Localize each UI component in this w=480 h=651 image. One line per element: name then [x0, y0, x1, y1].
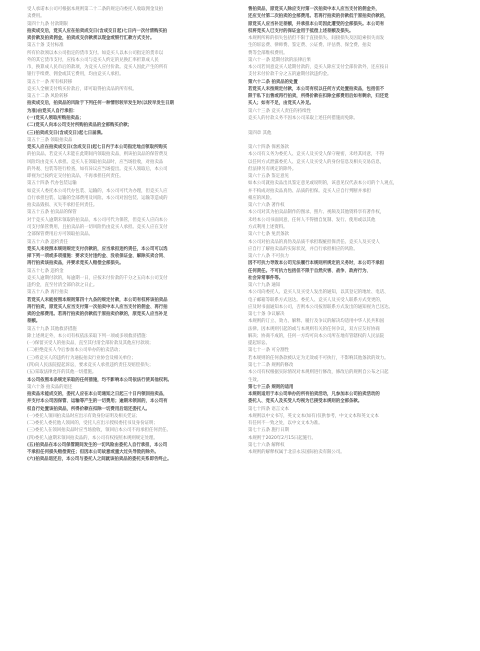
- text-line: [248, 137, 452, 144]
- text-line: 第七十六条 解释权: [248, 442, 285, 448]
- text-line: 本公司若同意竞买人延期付款的，竞买人除应支付全部价款外，还应按日: [248, 65, 389, 71]
- text-line: 费等全部维权费用。: [248, 50, 288, 56]
- text-line: 若竞买人未能按照本规则第四十九条的规定付款，本公司有权将该拍卖品: [27, 297, 168, 303]
- text-line: 司支付保管费用，且拍卖品的一切风险仍由竞买人承担。竞买人应在支付: [27, 224, 168, 230]
- text-line: 再行拍卖，原竞买人应当支付第一次拍卖中本人应当支付的佣金、再行拍: [27, 304, 168, 310]
- text-line: 未经本公司书面同意，任何人不得擅自复制、发行、使用或以其他: [248, 217, 376, 223]
- text-line: 受人承诺本公司可根据本规则第二十二条的规定向委托人收取佣金及拍: [27, 7, 164, 12]
- text-line: 方式利用上述资料。: [248, 224, 288, 230]
- text-line: 第五十八条 再行拍卖: [27, 290, 68, 296]
- text-line: 如竞买人委托本公司代办包装、运输的，本公司可代为办理，但竞买人应: [27, 188, 168, 194]
- text-line: 第七十一条 可分割性: [248, 348, 289, 354]
- text-line: 第五十七条 违约金: [27, 268, 64, 274]
- text-line: 外的其它货币支付，应按本公司与竞买人约定的兑换汇率折算成人民: [27, 57, 159, 63]
- text-line: (三)拍卖成交日(含成交日)起七日届满。: [27, 130, 106, 136]
- text-line: (六)拍卖品退还后，本公司与委托人之间就该拍卖品的委托关系即告终止。: [27, 457, 172, 463]
- text-line: 本公司依照本条规定采取的任何措施，均不影响本公司依法行使其他权利。: [27, 377, 172, 383]
- text-line: (二)拒绝竞买人今后参加本公司举办的拍卖活动；: [27, 348, 123, 354]
- text-line: 再行拍卖该拍卖品，并要求竞买人赔偿全部损失。: [27, 261, 124, 267]
- text-line: 第五十四条 代办包装运输: [27, 181, 77, 187]
- text-line: 买人；如有不足，由竞买人补足。: [248, 101, 314, 107]
- text-line: 第四十九条 付款期限: [27, 21, 68, 27]
- text-line: 本规则所称的损失包括但不限于直接损失、间接损失及因追索损失而发: [248, 36, 385, 42]
- text-line: 竞买人逾期付款的，每逾期一日，应按未付价款的千分之五向本公司支付: [27, 275, 168, 281]
- text-line: 提起诉讼。: [248, 341, 270, 347]
- text-line: 应及时书面通知本公司，否则本公司按原联系方式发出的通知视为已送达。: [248, 304, 393, 310]
- text-line: 所有价款须以本公司指定的货币支付。如竞买人以本公司指定的货币以: [27, 50, 164, 56]
- text-line: 第七十二条 规则的修改: [248, 363, 294, 369]
- text-line: 第七十五条 施行日期: [248, 428, 289, 434]
- text-line: 第六十二条 拍卖品的处置: [248, 79, 298, 85]
- text-line: 第五十二条 风险转移: [27, 94, 68, 100]
- text-line: 第六十六条 著作权: [248, 203, 285, 209]
- text-line: (三)将竞买人的违约行为通报拍卖行业协会及相关单位；: [27, 355, 136, 361]
- text-line: 违约金，直至付清全部价款之日止。: [27, 283, 98, 289]
- text-line: 第六十九条 通知: [248, 283, 281, 289]
- text-line: 风险均由竞买人承担。竞买人在领取拍卖品时，应当场验收，对拍卖品: [27, 159, 164, 165]
- text-line: 第七十三条 规则的适用: [248, 384, 294, 390]
- text-line: 自行承担包装、运输的全部费用及风险。本公司对因包装、运输等造成的: [27, 195, 168, 201]
- text-line: 如本公司就拍卖品出具鉴定意见或说明的，该意见仅代表本公司的个人观点，: [248, 181, 398, 187]
- text-line: 第六十五条 鉴定意见: [248, 174, 289, 180]
- text-line: 币，换算成人民币后的款项，为竞买人应付价款。竞买人因此产生的所有: [27, 65, 168, 71]
- text-line: 拍卖成交后，拍卖品的风险于下列任何一种情形较早发生时(以较早发生日期: [27, 101, 174, 107]
- text-line: 第五十五条 拍卖品的保管: [27, 210, 77, 216]
- text-line: (一)委托人领回拍卖品时应出示有效身份证明及相关凭证；: [27, 413, 141, 419]
- text-line: 因不可抗力导致本公司无法履行本规则所规定的义务时，本公司不承担: [248, 261, 385, 267]
- text-line: 本规则适用于本公司举办的所有拍卖活动，凡参加本公司拍卖活动的: [248, 392, 380, 398]
- text-line: 应自行了解拍卖品的实际状况，并自行承担相应的风险。: [248, 246, 358, 252]
- text-line: 社会异常事件等。: [248, 275, 284, 281]
- text-line: 第六十七条 免责条款: [248, 232, 289, 238]
- text-line: 还应支付第二次拍卖的全部费用。若再行拍卖的价款低于原拍卖价款的，: [248, 14, 389, 20]
- text-line: 的拍卖品。若竞买人未能在此期间内领取拍卖品，则该拍卖品的保管费及: [27, 152, 168, 158]
- text-line: 电子邮箱等联系方式送达。委托人、竞买人及买受人联系方式变更的，: [248, 297, 385, 303]
- text-line: 第五十九条 其他救济措施: [27, 326, 77, 332]
- text-line: 本规则的解释权属于北京永乐国际拍卖有限公司。: [248, 450, 345, 456]
- text-line: 任何责任。不可抗力包括但不限于自然灾害、战争、政府行为、: [248, 268, 371, 274]
- text-line: 本公司向委托人、竞买人及买受人发出的通知，以其登记的地址、电话、: [248, 290, 389, 296]
- text-line: 相应的风险。: [248, 195, 275, 201]
- text-line: 第六十一条 延期付款的法律后果: [248, 57, 311, 63]
- text-line: 本规则于2020年2月15日起施行。: [248, 435, 316, 441]
- text-line: 并支付本公司因保管、运输等产生的一切费用；逾期未领回的，本公司有: [27, 399, 168, 405]
- text-line: 生效。: [248, 377, 262, 383]
- text-line: 卖的全部费用。若再行拍卖的价款低于原拍卖价款的，原竞买人应当补足: [27, 312, 168, 318]
- text-line: (五)拍卖品在本公司保管期间发生的一切风险由委托人自行承担，本公司: [27, 442, 168, 448]
- text-line: 竞买人未按照本规则规定支付价款的，应当承担违约责任，本公司可以选: [27, 246, 168, 252]
- text-line: 的外观、包装等进行检查，如有异议应当场提出。竞买人领取后，本公司: [27, 166, 168, 172]
- text-line: 第五十条 支付标准: [27, 43, 64, 49]
- text-line: 竞买人应在拍卖成交日(含成交日)起七日内于本公司指定地点领取所购买: [27, 145, 168, 151]
- text-line: 择下列一项或多项措施：要求支付违约金、没收保证金、解除买卖合同、: [27, 254, 168, 260]
- text-line: (一)竞买人领取所购拍卖品；: [27, 115, 84, 121]
- text-line: 若竞买人未按规定付款，本公司有权以任何方式处置拍卖品，包括但不: [248, 86, 385, 92]
- text-line: 法律。因本规则引起的或与本规则有关的任何争议，双方应友好协商: [248, 326, 380, 332]
- text-line: [248, 122, 452, 129]
- text-line: 原竞买人应当补足差额，并承担本公司因此遭受的全部损失。本公司有: [248, 21, 385, 27]
- text-line: 但法律另有规定的除外。: [248, 166, 297, 172]
- text-line: 权将竞买人已支付的保证金用于抵偿上述差额及损失。: [248, 28, 354, 34]
- text-line: 第四章 其他: [248, 130, 272, 136]
- text-line: 本公司对其为拍卖品制作的图录、照片、视频及其他资料享有著作权，: [248, 210, 385, 216]
- text-line: 第六十三条 竞买人责任的持续性: [248, 108, 311, 114]
- text-line: 第五十三条 领取拍卖品: [27, 137, 73, 143]
- text-line: 支付未付价款千分之五的逾期付款违约金。: [248, 72, 332, 78]
- text-line: 售拍卖品，原竞买人除应支付第一次拍卖中本人应当支付的佣金外，: [248, 7, 380, 12]
- text-line: (一)保留买受人的拍卖品，直至其付清全部价款及其他应付款项；: [27, 341, 154, 347]
- text-line: 限于私下出售或再行拍卖，所得价款在扣除全部费用后如有剩余，归还竞: [248, 94, 389, 100]
- text-line: 权自行处置该拍卖品，所得价款在扣除一切费用后退还委托人。: [27, 406, 150, 412]
- text-line: (三)委托人在领回拍卖品时应当场验收，领回后本公司不再承担任何责任。: [27, 428, 171, 434]
- text-line: 有任何不一致之处，以中文文本为准。: [248, 421, 323, 427]
- text-line: 竞买人的付款义务不因本公司采取上述任何措施而免除。: [248, 115, 358, 121]
- text-line: 即视为已按约定交付拍卖品，不再承担任何责任。: [27, 174, 124, 180]
- left-text-column: [27, 6, 227, 464]
- text-line: 第六十四条 保密条款: [248, 145, 289, 151]
- text-line: 本公司对拍卖品的真伪及品质不承担瑕疵担保责任。竞买人及买受人: [248, 239, 380, 245]
- text-line: 生的诉讼费、律师费、鉴定费、公证费、评估费、保全费、拍卖: [248, 43, 371, 49]
- right-text-column: [248, 6, 452, 456]
- text-line: 第五十一条 所有权转移: [27, 79, 73, 85]
- text-line: (二)竞买人向本公司支付所购拍卖品的全部购买价款；: [27, 123, 132, 129]
- text-line: 若本规则的任何条款被认定为无效或不可执行，不影响其他条款的效力。: [248, 355, 389, 361]
- text-line: (二)委托人委托他人领回的，受托人应出示授权委托书及身份证明；: [27, 421, 158, 427]
- text-line: 第七十条 争议解决: [248, 312, 285, 318]
- text-line: 本规则的订立、效力、解释、履行及争议的解决均适用中华人民共和国: [248, 319, 385, 325]
- text-line: 第六十条 拍卖品的退还: [27, 384, 73, 390]
- text-line: 本公司有权根据实际情况对本规则进行修改，修改后的规则自公布之日起: [248, 370, 389, 376]
- text-line: (五)采取法律允许的其他一切措施。: [27, 370, 97, 376]
- text-line: 差额。: [27, 319, 41, 325]
- text-line: 卖费用。: [27, 14, 45, 20]
- text-line: 本规则以中文书写，英文文本(如有)仅供参考，中文文本和英文文本: [248, 413, 379, 419]
- text-line: 拍卖品未能成交的，委托人应在本公司通知之日起三十日内领回拍卖品，: [27, 392, 168, 398]
- text-line: 竞买人全额支付购买价款后，即可取得拍卖品的所有权。: [27, 86, 137, 92]
- text-line: 并不构成对拍卖品真伪、品质的担保。竞买人应自行判断并承担: [248, 188, 371, 194]
- text-line: 第五十六条 违约责任: [27, 239, 68, 245]
- text-line: 委托人、竞买人及买受人均视为已接受本规则的全部条款。: [248, 399, 363, 405]
- text-line: 卖价款及拍卖佣金，拍卖成交价款须以现金或银行汇款方式支付。: [27, 36, 155, 42]
- text-line: (四)委托人逾期未领回拍卖品的，本公司有权按照本规则规定处理。: [27, 435, 158, 441]
- text-line: 除上述规定外，本公司有权依法采取下列一项或多项救济措施：: [27, 333, 150, 339]
- text-line: 全部保管费用后方可领取拍卖品。: [27, 232, 93, 238]
- text-line: 解决；协商不成的，任何一方均可向本公司所在地有管辖权的人民法院: [248, 333, 385, 339]
- text-line: 拍卖成交后，竞买人应在拍卖成交日(含成交日起)七日内一次付清购买拍: [27, 28, 168, 34]
- text-line: 对于竞买人逾期未领取的拍卖品，本公司可代为保管，但竞买人应向本公: [27, 217, 168, 223]
- text-line: 拍卖品毁损、灭失不承担任何责任。: [27, 203, 98, 209]
- text-line: 第六十八条 不可抗力: [248, 254, 289, 260]
- text-line: 不承担任何损失赔偿责任；但因本公司故意或重大过失导致的除外。: [27, 450, 159, 456]
- text-line: 本公司有义务为委托人、竞买人及买受人保守秘密，未经其同意，不得: [248, 152, 385, 158]
- text-line: 为准)由竞买人自行承担：: [27, 108, 78, 114]
- text-line: 以任何方式泄露委托人、竞买人及买受人的身份信息及相关交易信息，: [248, 159, 385, 165]
- text-line: 第七十四条 语言文本: [248, 406, 289, 412]
- text-line: (四)向人民法院提起诉讼，要求竞买人承担违约责任及赔偿损失；: [27, 363, 154, 369]
- text-line: 银行手续费、佣金或其它费用，均由竞买人承担。: [27, 72, 124, 78]
